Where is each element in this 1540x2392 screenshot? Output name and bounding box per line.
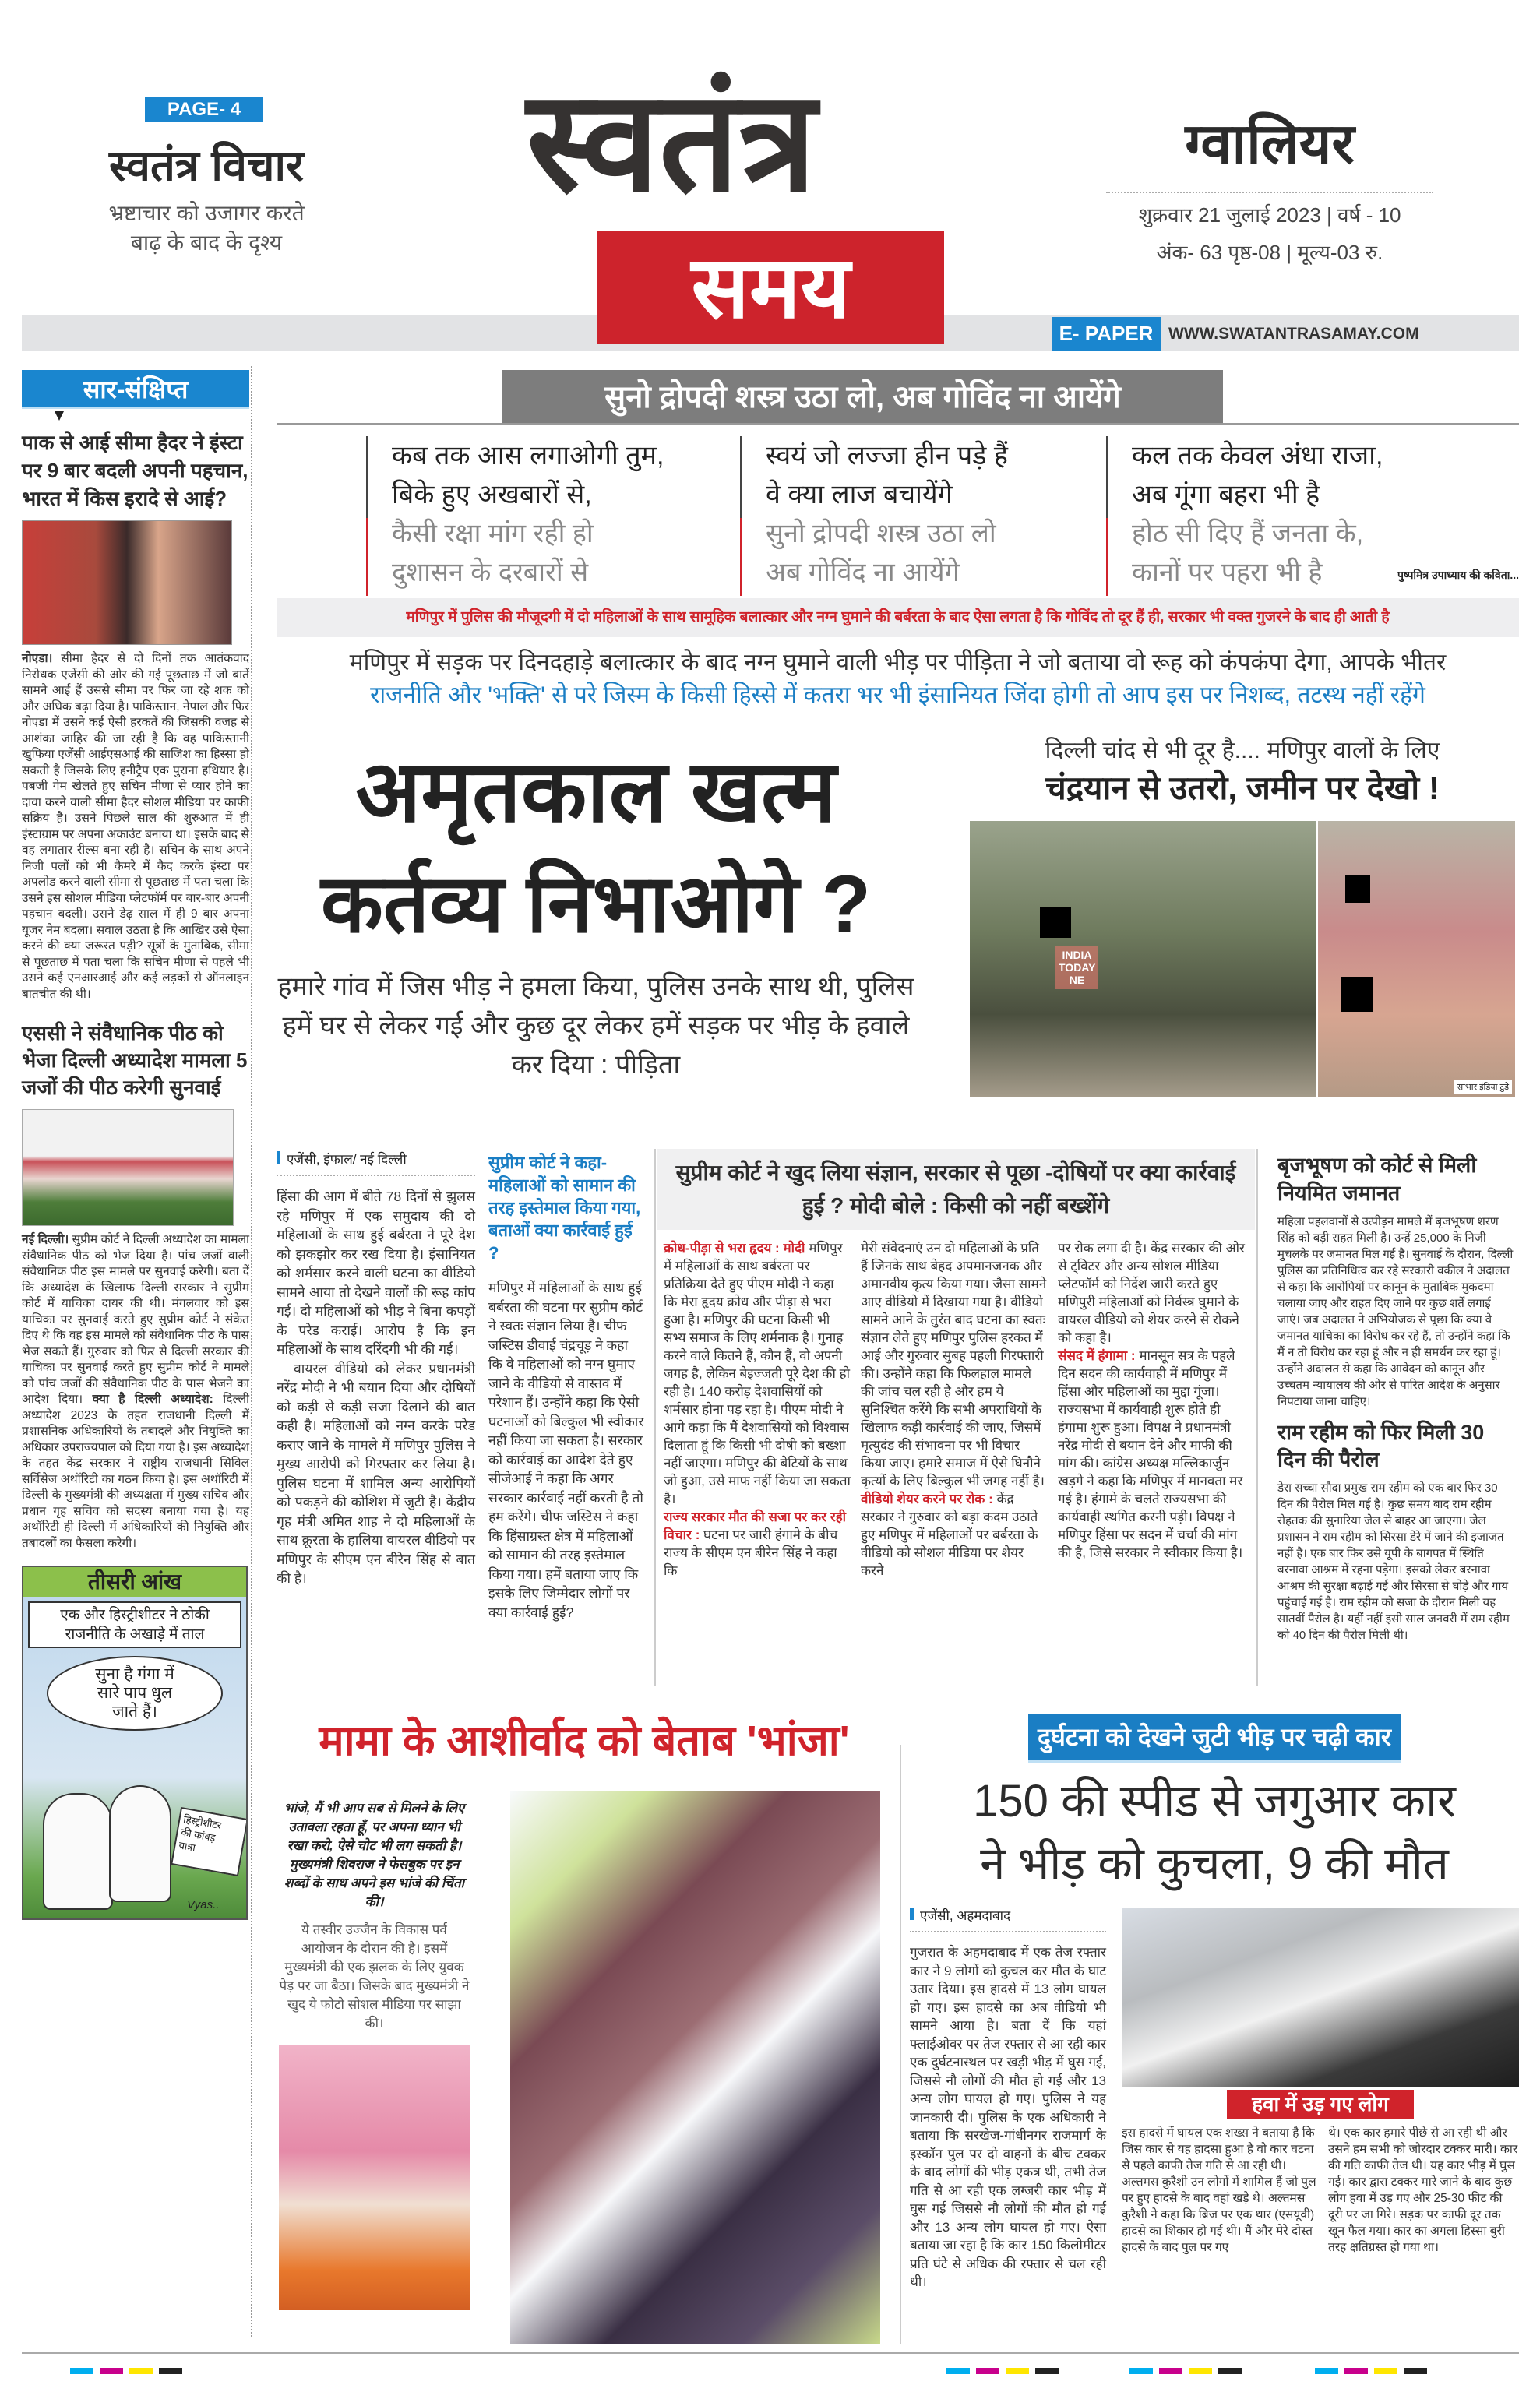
accident-text: गुजरात के अहमदाबाद में एक तेज रफ्तार कार ने 9 लोगों को कुचल कर मौत के घाट उतार दिया। इस हादसे में 13 लोग घायल हो गए। इस हादसे का अब वीडियो भी सामने आया है। बता दें कि यहां फ्लाईओवर पर तेज रफ्तार से आ रही कार एक दुर्घटनास्थल पर खड़ी भीड़ में घुस गई, जिससे नौ लोगों की मौत हो गई और 13 अन्य लोग घायल हो गए। पुलिस ने यह जानकारी दी। पुलिस के एक अधिकारी ने बताया कि सरखेज-गांधीनगर राजमार्ग के इस्कॉन पुल पर दो वाहनों के बीच टक्कर के बाद लोगों की भीड़ एकत्र थी, तभी तेज गति से आ रही एक लग्जरी कार भीड़ में घुस गई जिससे नौ लोगों की मौत हो गई और 13 अन्य लोग घायल हो गए। ऐसा बताया जा रहा है कि कार 150 किलोमीटर प्रति घंटे से अधिक की रफ्तार से चल रही थी। — [910, 1945, 1106, 2289]
logo[interactable] — [399, 55, 944, 344]
photo-pair — [970, 821, 1515, 1097]
box — [657, 1149, 1255, 1580]
sidebar-divider — [251, 366, 252, 2337]
sub-columns — [1122, 2125, 1519, 2256]
issue-date: शुक्रवार 21 जुलाई 2023 — [1138, 203, 1321, 227]
registration-mark — [1404, 2368, 1427, 2374]
poem-line: होठ सी दिए हैं जनता के, — [1132, 519, 1364, 548]
registration-mark — [100, 2368, 123, 2374]
ram-rahim-headline[interactable]: राम रहीम को फिर मिली 30 दिन की पैरोल — [1277, 1421, 1485, 1471]
cartoon-signature: Vyas.. — [187, 1898, 220, 1911]
poem-line: कैसी रक्षा मांग रही हो — [392, 519, 594, 548]
poem-line: स्वयं जो लज्जा हीन पड़े हैं — [766, 441, 1008, 470]
poem-line: कब तक आस लगाओगी तुम, — [392, 441, 664, 470]
paragraph: वायरल वीडियो को लेकर प्रधानमंत्री नरेंद्र मोदी ने भी बयान दिया और दोषियों को कड़ी से कड़ी सजा दिलाने की बात कही है। महिलाओं को नग्न करके परेड कराए जाने के मामले में मणिपुर पुलिस ने मुख्य आरोपी को गिरफ्तार कर लिया है। पुलिस घटना में शामिल अन्य आरोपियों को पकड़ने की कोशिश में जुटी है। केंद्रीय गृह मंत्री अमित शाह ने दो महिलाओं के साथ क्रूरता के हालिया वायरल वीडियो पर मणिपुर के सीएम एन बीरेन सिंह से बात की है। — [277, 1360, 475, 1586]
lead-deck-2: राजनीति और 'भक्ति' से परे जिस्म के किसी हिस्से में कतरा भर भी इंसानियत जिंदा होगी तो आप इस पर निशब्द, तटस्थ नहीं रहेंगे — [370, 682, 1425, 708]
censor-block — [1345, 875, 1370, 903]
section-heading-group — [78, 136, 335, 258]
paragraph: हिंसा की आग में बीते 78 दिनों से झुलस रहे मणिपुर में एक समुदाय की दो महिलाओं के साथ हुई बर्बरता ने पूरे देश को झकझोर कर रख दिया है। इंसानियत को शर्मसार करने वाली घटना का वीडियो सामने आया तो देखने वालों की रूह कांप गई। दो महिलाओं को भीड़ ने बिना कपड़ों के परेड कराई। आरोप है कि इन महिलाओं के साथ दरिंदगी भी की गई। — [277, 1189, 475, 1357]
sidebar-pointer-icon — [55, 411, 64, 421]
sign-line: की कांवड़ — [180, 1826, 217, 1844]
cartoon-figure-right — [109, 1785, 171, 1902]
supreme-court-photo — [22, 1109, 234, 1226]
cartoon-title: तीसरी आंख — [23, 1567, 246, 1597]
bubble-line: सारे पाप धुल — [97, 1684, 173, 1702]
sidebar-story2-text — [22, 1232, 249, 1552]
poem-strip: मणिपुर में पुलिस की मौजूदगी में दो महिलाओं के साथ सामूहिक बलात्कार और नग्न घुमाने की बर्बरता के बाद ऐसा लगता है कि गोविंद तो दूर हैं ही, सरकार भी वक्त गुजरने के बाद ही आती है — [277, 598, 1519, 637]
byline-marker-icon — [277, 1151, 280, 1164]
section-title: स्वतंत्र विचार — [109, 141, 304, 190]
byline-text: एजेंसी, अहमदाबाद — [920, 1908, 1011, 1923]
registration-mark — [1006, 2368, 1029, 2374]
brijbhushan-headline[interactable]: बृजभूषण को कोर्ट से मिली नियमित जमानत — [1277, 1154, 1477, 1205]
lead-block — [277, 646, 1519, 1097]
lead-deck — [277, 646, 1519, 712]
manipur-story-text — [277, 1187, 475, 1588]
paragraph: सुप्रीम कोर्ट ने दिल्ली अध्यादेश का मामला संवैधानिक पीठ को भेज दिया है। पांच जजों वाली संवैधानिक पीठ इस मामले पर सुनवाई करेगी। बता दें कि अध्यादेश के खिलाफ दिल्ली सरकार ने सुप्रीम कोर्ट में याचिका दायर की थी। मंगलवार को इस याचिका पर सुनवाई करते हुए सुप्रीम कोर्ट ने संकेत दिए थे कि वह इस मामले को संवैधानिक पीठ के पास भेज सकते हैं। गुरुवार को फिर से दिल्ली सरकार की याचिका पर सुनवाई करते हुए सुप्रीम कोर्ट ने मामले को पांच जजों की संवैधानिक पीठ के पास भेजने का आदेश दिया। — [22, 1233, 250, 1406]
poem-line: कल तक केवल अंधा राजा, — [1132, 441, 1383, 470]
epaper-badge[interactable]: E- PAPER — [1052, 317, 1161, 351]
sc-text: मणिपुर में महिलाओं के साथ हुई बर्बरता की घटना पर सुप्रीम कोर्ट ने स्वतः संज्ञान लिया है। चीफ जस्टिस डीवाई चंद्रचूड़ ने कहा कि वे महिलाओं को नग्न घुमाए जाने के वीडियो से वास्तव में परेशान हैं। उन्होंने कहा कि ऐसी घटनाओं को बिल्कुल भी स्वीकार नहीं किया जा सकता है। सरकार को कार्रवाई का आदेश देते हुए सीजेआई ने कहा कि अगर सरकार कार्रवाई नहीं करती है तो हम करेंगे। चीफ जस्टिस ने कहा कि हिंसाग्रस्त क्षेत्र में महिलाओं को सामान की तरह इस्तेमाल किया गया। हमें बताया जाए कि इसके लिए जिम्मेदार लोगों पर क्या कार्रवाई हुई? — [488, 1280, 644, 1620]
registration-mark — [1129, 2368, 1153, 2374]
accident-subtext-2: थे। एक कार हमारे पीछे से आ रही थी और उसने हम सभी को जोरदार टक्कर मारी। कार की गति काफी तेज थी। यह कार भीड़ में घुस गई। कार द्वारा टक्कर मारे जाने के बाद कुछ लोग हवा में उड़ गए और 25-30 फीट की दूरी पर जा गिरे। सड़क पर काफी दूर तक खून फैल गया। कार का अगला हिस्सा बुरी तरह क्षतिग्रस्त हो गया था। — [1328, 2126, 1518, 2254]
caption-line: एक और हिस्ट्रीशीटर ने ठोकी — [60, 1607, 210, 1623]
issue-year: वर्ष - 10 — [1337, 203, 1401, 227]
lead-headline-2[interactable]: कर्तव्य निभाओगे ? — [320, 859, 871, 949]
registration-mark — [159, 2368, 182, 2374]
box-lead: राज्य सरकार मौत की सजा पर कर रही विचार : — [664, 1510, 847, 1542]
cartoon-sign — [171, 1807, 248, 1876]
brijbhushan-text: महिला पहलवानों से उत्पीड़न मामले में बृजभूषण शरण सिंह को बड़ी राहत मिली है। उन्हें 25,000 के निजी मुचलके पर जमानत मिल गई है। सुनवाई के दौरान, दिल्ली पुलिस का प्रतिनिधित्व कर रहे सरकारी वकील ने अदालत से कहा कि आरोपियों पर कानून के मुताबिक मुकदमा चलाया जाए और राहत दिए जाने पर कुछ शर्तें लगाई जाएं। जब अदालत ने अभियोजक से पूछा कि क्या वे जमानत याचिका का विरोध कर रहे हैं, तो उन्होंने कहा कि मैं न तो विरोध कर रहा हूं और न ही समर्थन कर रहा हूं। उन्होंने अदालत से कहा कि आवेदन को कानून और उच्चतम न्यायालय की ओर से पारित आदेश के अनुसार निपटाया जाना चाहिए। — [1277, 1215, 1514, 1408]
manipur-video-still-1 — [970, 821, 1316, 1097]
paragraph: केंद्र सरकार ने गुरुवार को बड़ा कदम उठाते हुए मणिपुर में महिलाओं पर बर्बरता के वीडियो को सोशल मीडिया पर शेयर करने — [861, 1492, 1038, 1578]
column-rule — [900, 1745, 901, 2344]
box-column-2 — [861, 1239, 1048, 1580]
paragraph: दिल्ली अध्यादेश 2023 के तहत राजधानी दिल्ली में प्रशासनिक अधिकारियों के तबादले और नियुक्ति का अधिकार उपराज्यपाल को दिया गया है। इस अध्यादेश के तहत केंद्र सरकार ने राष्ट्रीय राजधानी सिविल सर्विसेज अथॉरिटी का गठन किया है। इस अथॉरिटी में दिल्ली के मुख्यमंत्री की अध्यक्षता में मुख्य सचिव और प्रधान गृह सचिव को सदस्य बनाया गया है। यह अथॉरिटी ही दिल्ली में अधिकारियों की नियुक्ति और तबादलों का फैसला करेगी। — [22, 1393, 249, 1550]
poem-line: वे क्या लाज बचायेंगे — [766, 480, 953, 509]
accident-label: दुर्घटना को देखने जुटी भीड़ पर चढ़ी कार — [1028, 1714, 1401, 1763]
logo-bottom-box: समय — [597, 231, 944, 344]
ram-rahim-text: डेरा सच्चा सौदा प्रमुख राम रहीम को एक बार फिर 30 दिन की पैरोल मिल गई है। कुछ समय बाद राम रहीम रोहतक की सुनारिया जेल से बाहर आ जाएगा। जेल प्रशासन ने राम रहीम को सिरसा डेरे में जाने की इजाजत नहीं है। एक बार फिर उसे यूपी के बागपत में स्थिति बरनावा आश्रम में रहना पड़ेगा। इसको लेकर बरनावा आश्रम की सुरक्षा बढ़ाई गई और सिरसा से घोड़े और गाय पहुंचाई गई है। राम रहीम को सजा के दौरान मिली यह सातवीं पैरोल है। यहीं नहीं इसी साल जनवरी में राम रहीम को 40 दिन की पैरोल मिली थी। — [1277, 1481, 1510, 1642]
poem-line: कानों पर पहरा भी है — [1132, 558, 1323, 587]
photo-credit: साभार इंडिया टुडे — [1454, 1080, 1512, 1094]
poem-stanza — [740, 436, 1008, 596]
registration-mark — [1159, 2368, 1182, 2374]
mama-headline[interactable]: मामा के आशीर्वाद को बेताब 'भांजा' — [319, 1717, 850, 1764]
poem-banner: सुनो द्रोपदी शस्त्र उठा लो, अब गोविंद ना आयेंगे — [502, 370, 1223, 425]
caption-line: राजनीति के अखाड़े में ताल — [65, 1626, 205, 1643]
lead-row — [277, 735, 1519, 1097]
box-lead: क्रोध-पीड़ा से भरा हृदय : मोदी — [664, 1241, 805, 1256]
sign-line: हिस्ट्रीशीटर — [182, 1812, 223, 1832]
byline — [277, 1151, 475, 1176]
box-column-3 — [1058, 1239, 1249, 1580]
accident-block — [910, 1714, 1519, 2292]
paragraph: सीमा हैदर से दो दिनों तक आतंकवाद निरोधक एजेंसी की ओर की गई पूछताछ में जो बातें सामने आई हैं उससे सीमा पर फिर जा रहे शक को और अधिक बढ़ा दिया है। पाकिस्तान, नेपाल और फिर नोएडा में उसने कई ऐसी हरकतें की जिसकी वजह से आशंका जाहिर की जा रही है कि वह पाकिस्तानी खुफिया एजेंसी आईएसआई की साजिश का हिस्सा हो सकती है जिसके लिए हनीट्रैप एक पुराना हथियार है। पबजी गेम खेलते हुए सचिन मीणा से प्यार होने का दावा करने वाली सीमा हैदर सोशल मीडिया पर काफी सक्रिय है। उसने पिछले साल की शुरुआत में ही इंस्टाग्राम पर अपना अकाउंट बनाया था। इसके बाद से वह लगातार रील्स बना रही है। सचिन के साथ अपने निजी पलों को भी कैमरे में कैद करके इंस्टा पर अपलोड करने वाली सीमा से पूछताछ में पता चला कि उसने इस सोशल मीडिया प्लेटफॉर्म पर बार-बार अपनी पहचान बदली। उसने डेढ़ साल में ही 9 बार अपना यूजर नेम बदला। सवाल उठता है कि आखिर उसे ऐसा करने की क्या जरूरत पड़ी? सूत्रों के मुताबिक, सीमा से पूछताछ में पता चला कि सचिन मीणा से पहले भी उसने कई एनआरआई और कई लड़कों से ऑनलाइन बातचीत की थी। — [22, 652, 249, 1001]
paragraph: मणिपुर में महिलाओं के साथ बर्बरता पर प्रतिक्रिया देते हुए पीएम मोदी ने कहा कि मेरा हृदय क्रोध और पीड़ा से भरा हुआ है। मणिपुर की घटना किसी भी सभ्य समाज के लिए शर्मनाक है। गुनाह करने वाले कितने हैं, कौन हैं, वो अपनी जगह है, लेकिन बेइज्जती पूरे देश की हो रही है। 140 करोड़ देशवासियों को शर्मसार होना पड़ रहा है। पीएम मोदी ने आगे कहा कि मैं देशवासियों को विश्वास दिलाता हूं कि किसी भी दोषी को बख्शा नहीं जाएगा। मणिपुर की बेटियों के साथ जो हुआ, उसे माफ नहीं किया जा सकता है। — [664, 1241, 851, 1506]
masthead-divider — [1106, 192, 1433, 193]
website-link[interactable]: WWW.SWATANTRASAMAY.COM — [1168, 325, 1419, 343]
chief-minister-photo — [279, 2045, 470, 2310]
registration-mark — [129, 2368, 153, 2374]
youth-on-tree-photo — [510, 1791, 880, 2344]
section-tagline — [108, 199, 304, 258]
lead-left — [277, 735, 915, 1097]
censor-block — [1341, 977, 1373, 1012]
subhead: क्या है दिल्ली अध्यादेश: — [92, 1393, 213, 1406]
sub-label: हवा में उड़ गए लोग — [1227, 2090, 1414, 2119]
registration-mark — [1344, 2368, 1368, 2374]
bubble-line: सुना है गंगा में — [95, 1665, 174, 1683]
watermark: INDIA TODAY NE — [1055, 946, 1098, 989]
registration-mark — [946, 2368, 970, 2374]
paragraph: मेरी संवेदनाएं उन दो महिलाओं के प्रति हैं जिनके साथ बेहद अपमानजनक और अमानवीय कृत्य किया गया। जैसा सामने आए वीडियो में दिखाया गया है। वीडियो सामने आने के तुरंत बाद घटना का स्वतः संज्ञान लेते हुए मणिपुर पुलिस हरकत में आई और गुरुवार सुबह पहली गिरफ्तारी की। उन्होंने कहा कि फिलहाल मामले की जांच चल रही है और हम ये सुनिश्चित करेंगे कि सभी अपराधियों के खिलाफ कड़ी कार्रवाई की जाए, जिसमें मृत्युदंड की संभावना पर भी विचार किया जाए। हमारे समाज में ऐसे घिनौने कृत्यों के लिए बिल्कुल भी जगह नहीं है। — [861, 1241, 1047, 1488]
victim-quote: हमारे गांव में जिस भीड़ ने हमला किया, पुलिस उनके साथ थी, पुलिस हमें घर से लेकर गई और कुछ दूर लेकर हमें सड़क पर भीड़ के हवाले कर दिया : पीड़िता — [277, 972, 914, 1080]
lead-headline-1[interactable]: अमृतकाल खत्म — [355, 744, 837, 840]
box-headline[interactable]: सुप्रीम कोर्ट ने खुद लिया संज्ञान, सरकार से पूछा -दोषियों पर क्या कार्रवाई हुई ? मोदी बोले : किसी को नहीं बख्शेंगे — [675, 1161, 1236, 1217]
lead-right — [970, 735, 1515, 1097]
sidebar-story2-headline[interactable]: एससी ने संवैधानिक पीठ को भेजा दिल्ली अध्यादेश मामला 5 जजों की पीठ करेगी सुनवाई — [22, 1021, 248, 1099]
sign-line: यात्रा — [178, 1839, 197, 1854]
byline-text: एजेंसी, इंफाल/ नई दिल्ली — [287, 1152, 407, 1167]
paragraph: मानसून सत्र के पहले दिन सदन की कार्यवाही में मणिपुर में हिंसा और महिलाओं का मुद्दा गूंजा। राज्यसभा में कार्यवाही शुरू होते ही हंगामा शुरू हुआ। विपक्ष ने प्रधानमंत्री नरेंद्र मोदी से बयान देने और माफी की मांग की। कांग्रेस अध्यक्ष मल्लिकार्जुन खड़गे ने कहा कि मणिपुर में मानवता मर गई है। हंगामे के चलते राज्यसभा की कार्यवाही स्थगित करनी पड़ी। विपक्ष ने मणिपुर हिंसा पर सदन में चर्चा की मांग की है, जिसे सरकार ने स्वीकार किया है। — [1058, 1348, 1243, 1560]
poem-line: अब गोविंद ना आयेंगे — [766, 558, 960, 587]
accident-byline — [910, 1908, 1106, 1932]
poem-line: सुनो द्रोपदी शस्त्र उठा लो — [766, 519, 996, 548]
manipur-video-still-2 — [1318, 821, 1515, 1097]
bubble-line: जाते हैं। — [112, 1703, 157, 1721]
banner-underline — [277, 423, 1519, 425]
dateline: नोएडा। — [22, 652, 53, 665]
speech-bubble — [47, 1656, 223, 1731]
sidebar — [22, 370, 249, 1920]
accident-headline-2[interactable]: ने भीड़ को कुचला, 9 की मौत — [980, 1838, 1449, 1889]
registration-mark — [1035, 2368, 1059, 2374]
right-column — [1277, 1151, 1515, 1643]
manipur-col-1 — [277, 1151, 475, 1588]
photo-kicker: दिल्ली चांद से भी दूर है.... मणिपुर वालों के लिए — [1045, 738, 1440, 763]
sidebar-story1-headline[interactable]: पाक से आई सीमा हैदर ने इंस्टा पर 9 बार बदली अपनी पहचान, भारत में किस इरादे से आई? — [22, 431, 248, 510]
paragraph: घटना पर जारी हंगामे के बीच राज्य के सीएम एन बीरेन सिंह ने कहा कि — [664, 1527, 838, 1578]
accident-subtext-1: इस हादसे में घायल एक शख्स ने बताया है कि जिस कार से यह हादसा हुआ है वो कार घटना से पहले काफी तेज गति से आ रही थी। अल्तमस कुरैशी उन लोगों में शामिल हैं जो पुल पर हुए हादसे के बाद वहां खड़े थे। अल्तमस कुरैशी ने कहा कि ब्रिज पर एक थार (एसयूवी) हादसे का शिकार हो गई थी। मैं और मेरे दोस्त हादसे के बाद पुल पर गए — [1122, 2126, 1316, 2254]
column-rule — [654, 1149, 656, 1686]
page-badge: PAGE- 4 — [145, 97, 263, 122]
box-lead: वीडियो शेयर करने पर रोक : — [861, 1492, 993, 1506]
mama-text-column — [279, 1799, 470, 2310]
poem-credit: पुष्पमित्र उपाध्याय की कविता... — [1397, 569, 1519, 581]
registration-mark — [1315, 2368, 1338, 2374]
accident-right-col — [1122, 1908, 1519, 2292]
registration-mark — [70, 2368, 93, 2374]
byline-marker-icon — [910, 1908, 914, 1920]
censor-block — [1040, 907, 1071, 938]
sidebar-story1-photo — [22, 520, 232, 645]
mama-caption: ये तस्वीर उज्जैन के विकास पर्व आयोजन के दौरान की है। इसमें मुख्यमंत्री की एक झलक के लिए युवक पेड़ पर जा बैठा। जिसके बाद मुख्यमंत्री ने खुद ये फोटो सोशल मीडिया पर साझा की। — [279, 1922, 470, 2031]
registration-mark — [1189, 2368, 1212, 2374]
issue-number: अंक- 63 पृष्ठ-08 — [1156, 241, 1281, 264]
accident-headline-1[interactable]: 150 की स्पीड से जगुआर कार — [973, 1776, 1456, 1827]
cartoon-caption — [28, 1601, 241, 1648]
dateline: नई दिल्ली। — [22, 1233, 69, 1246]
tagline-line: भ्रष्टाचार को उजागर करते — [108, 201, 305, 225]
city-name: ग्वालियर — [1185, 113, 1355, 175]
sidebar-label: सार-संक्षिप्त — [22, 370, 249, 409]
registration-mark — [1374, 2368, 1397, 2374]
logo-top-text: स्वतंत्र — [526, 64, 817, 220]
issue-info: शुक्रवार 21 जुलाई 2023 | वर्ष - 10 अंक- 63 पृष्ठ-08 | मूल्य-03 रु. — [1138, 203, 1401, 264]
poem-line: अब गूंगा बहरा भी है — [1132, 480, 1320, 509]
manipur-col-2 — [488, 1151, 644, 1622]
accident-body-row — [910, 1908, 1519, 2292]
photo-headline[interactable]: चंद्रयान से उतरो, जमीन पर देखो ! — [1045, 770, 1440, 806]
sc-subheadline[interactable]: सुप्रीम कोर्ट ने कहा- महिलाओं को सामान की तरह इस्तेमाल किया गया, बताओं क्या कार्रवाई हुई ? — [488, 1153, 641, 1263]
footer-rule — [22, 2352, 1519, 2354]
accident-left-col — [910, 1908, 1106, 2292]
issue-price: मूल्य-03 रु. — [1297, 241, 1383, 264]
box-columns — [657, 1230, 1255, 1580]
box-lead: संसद में हंगामा : — [1058, 1348, 1136, 1363]
tagline-line: बाढ़ के बाद के दृश्य — [130, 231, 283, 255]
crashed-car-photo — [1122, 1908, 1519, 2087]
sidebar-story1-text — [22, 651, 249, 1002]
column-rule — [1256, 1149, 1258, 1686]
mama-quote: भांजे, मैं भी आप सब से मिलने के लिए उतावला रहता हूँ, पर अपना ध्यान भी रखा करो, ऐसे चोट भी लग सकती है। मुख्यमंत्री शिवराज ने फेसबुक पर इन शब्दों के साथ अपने इस भांजे की चिंता की। — [284, 1801, 465, 1909]
registration-mark — [1218, 2368, 1242, 2374]
registration-mark — [976, 2368, 999, 2374]
paragraph: पर रोक लगा दी है। केंद्र सरकार की ओर से ट्विटर और अन्य सोशल मीडिया प्लेटफॉर्म को निर्देश जारी करते हुए मणिपुरी महिलाओं को निर्वस्त्र घुमाने के वायरल वीडियो को शेयर करने से रोकने को कहा है। — [1058, 1241, 1245, 1345]
box-header — [657, 1149, 1255, 1230]
cartoon — [22, 1566, 248, 1920]
poem-line: बिके हुए अखबारों से, — [392, 480, 592, 509]
poem-stanza — [366, 436, 664, 596]
box-column-1 — [664, 1239, 851, 1580]
poem-line: दुशासन के दरबारों से — [392, 558, 589, 587]
lead-deck-1: मणिपुर में सड़क पर दिनदहाड़े बलात्कार के बाद नग्न घुमाने वाली भीड़ पर पीड़िता ने जो बताया वो रूह को कंपकंपा देगा, आपके भीतर — [349, 650, 1447, 675]
cartoon-figure-left — [43, 1793, 113, 1910]
poem-stanza — [1106, 436, 1383, 596]
